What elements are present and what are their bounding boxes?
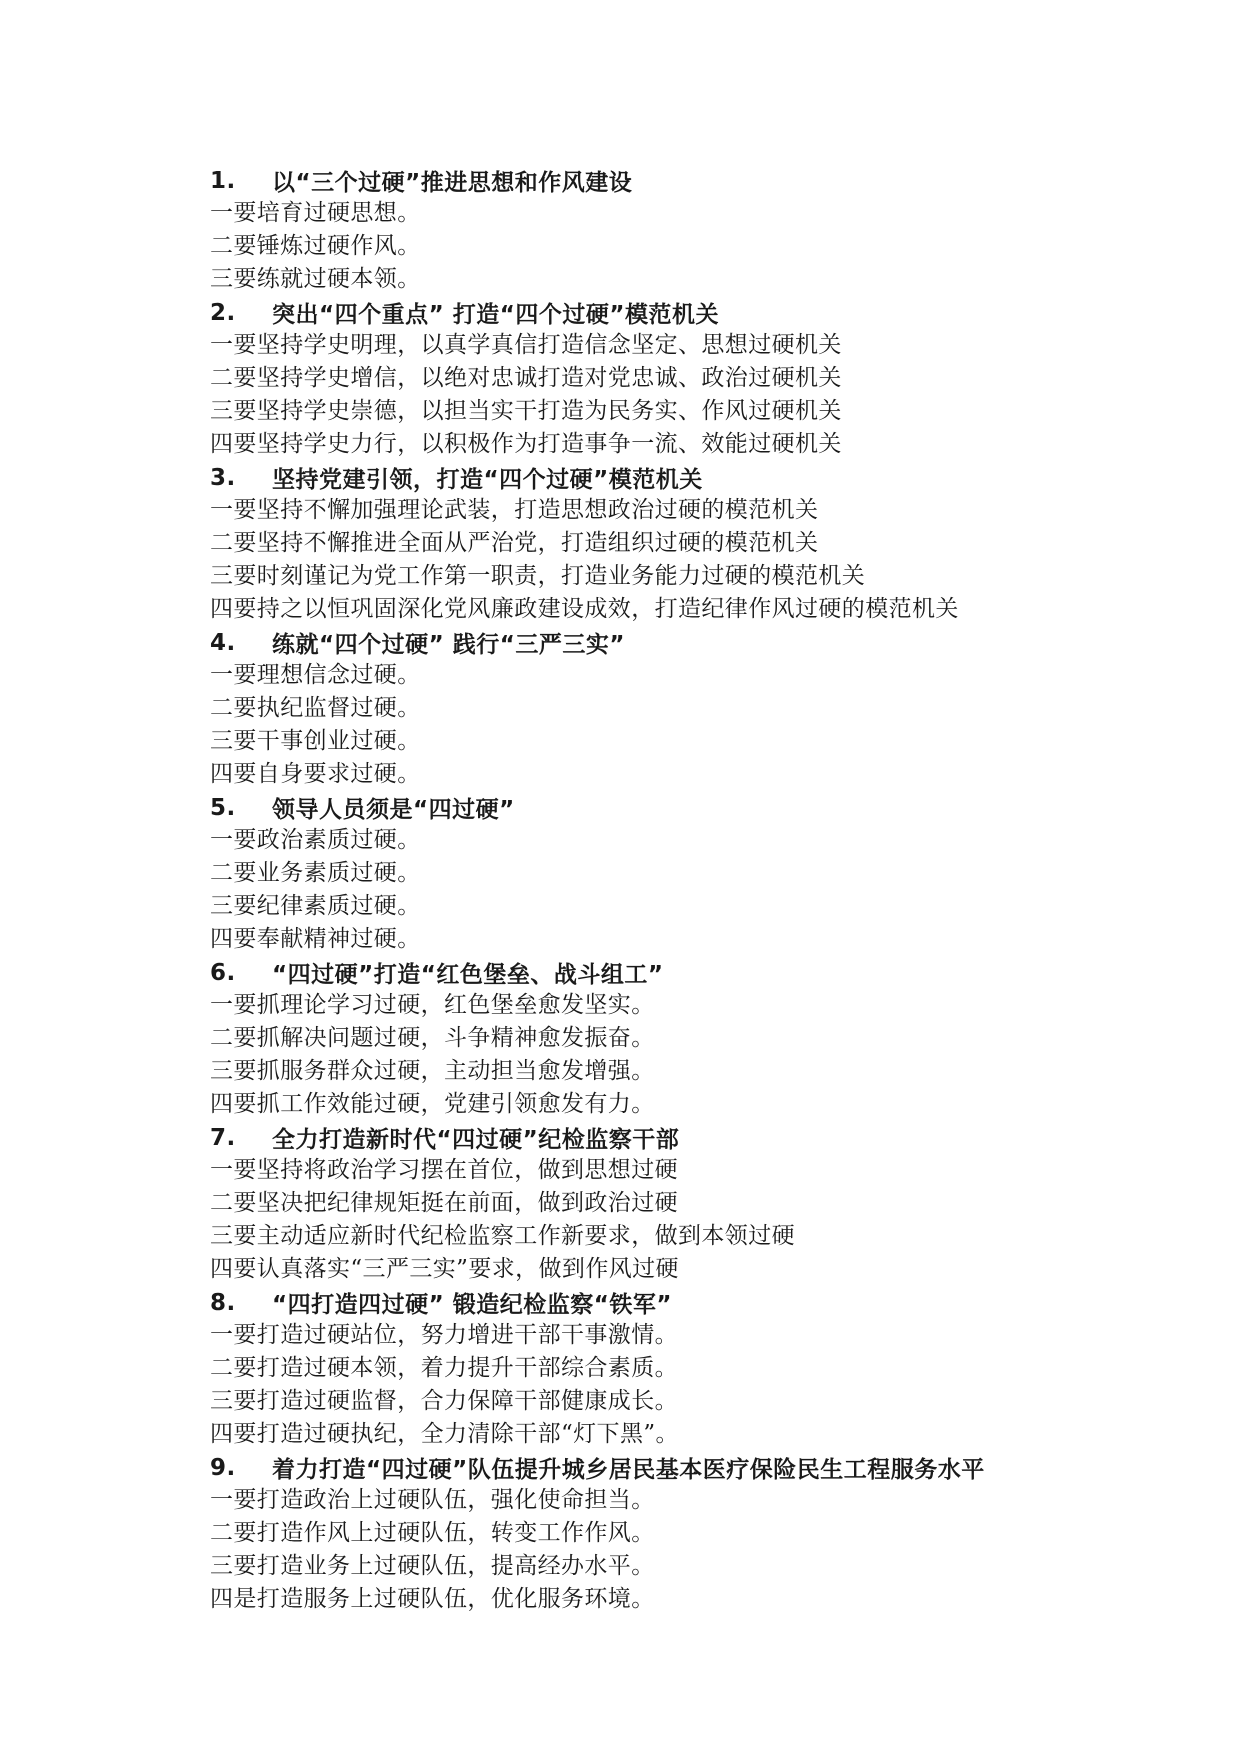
- list-item: 一要培育过硬思想。: [210, 200, 421, 226]
- list-item: 二要业务素质过硬。: [210, 860, 421, 886]
- section-number: 2.: [210, 299, 236, 326]
- section-title: 坚持党建引领，打造“四个过硬”模范机关: [272, 467, 703, 493]
- section-title: 全力打造新时代“四过硬”纪检监察干部: [272, 1127, 680, 1153]
- list-item: 四要认真落实“三严三实”要求，做到作风过硬: [210, 1256, 679, 1282]
- list-item: 三要打造业务上过硬队伍，提高经办水平。: [210, 1553, 655, 1579]
- section-heading: [210, 1286, 1110, 1319]
- section-number: 8.: [210, 1289, 236, 1316]
- section-title: 练就“四个过硬” 践行“三严三实”: [272, 632, 625, 658]
- list-item: 三要时刻谨记为党工作第一职责，打造业务能力过硬的模范机关: [210, 563, 866, 589]
- section-6: [210, 956, 1110, 1121]
- list-item: 四要抓工作效能过硬，党建引领愈发有力。: [210, 1091, 655, 1117]
- section-3: [210, 461, 1110, 626]
- section-title: 以“三个过硬”推进思想和作风建设: [272, 170, 633, 196]
- list-item: 一要抓理论学习过硬，红色堡垒愈发坚实。: [210, 992, 655, 1018]
- section-title: “四打造四过硬” 锻造纪检监察“铁军”: [272, 1292, 672, 1318]
- list-item: 二要坚持不懈推进全面从严治党，打造组织过硬的模范机关: [210, 530, 819, 556]
- section-title: 领导人员须是“四过硬”: [272, 797, 515, 823]
- list-item: 四要坚持学史力行，以积极作为打造事争一流、效能过硬机关: [210, 431, 842, 457]
- list-item: 一要坚持学史明理，以真学真信打造信念坚定、思想过硬机关: [210, 332, 842, 358]
- list-item: 二要锤炼过硬作风。: [210, 233, 421, 259]
- list-item: 一要打造过硬站位，努力增进干部干事激情。: [210, 1322, 678, 1348]
- section-1: [210, 164, 1110, 296]
- section-heading: [210, 164, 1110, 197]
- section-heading: [210, 1451, 1110, 1484]
- section-heading: [210, 296, 1110, 329]
- list-item: 一要理想信念过硬。: [210, 662, 421, 688]
- section-number: 6.: [210, 959, 236, 986]
- section-2: [210, 296, 1110, 461]
- list-item: 三要练就过硬本领。: [210, 266, 421, 292]
- section-number: 1.: [210, 167, 236, 194]
- section-5: [210, 791, 1110, 956]
- section-number: 4.: [210, 629, 236, 656]
- list-item: 三要坚持学史崇德，以担当实干打造为民务实、作风过硬机关: [210, 398, 842, 424]
- list-item: 三要主动适应新时代纪检监察工作新要求，做到本领过硬: [210, 1223, 795, 1249]
- section-number: 9.: [210, 1454, 236, 1481]
- list-item: 三要打造过硬监督，合力保障干部健康成长。: [210, 1388, 678, 1414]
- section-8: [210, 1286, 1110, 1451]
- section-number: 3.: [210, 464, 236, 491]
- section-title: 着力打造“四过硬”队伍提升城乡居民基本医疗保险民生工程服务水平: [272, 1457, 985, 1483]
- list-item: 四要奉献精神过硬。: [210, 926, 421, 952]
- list-item: 一要坚持不懈加强理论武装，打造思想政治过硬的模范机关: [210, 497, 819, 523]
- list-item: 二要坚决把纪律规矩挺在前面，做到政治过硬: [210, 1190, 678, 1216]
- list-item: 四是打造服务上过硬队伍，优化服务环境。: [210, 1586, 655, 1612]
- section-heading: [210, 956, 1110, 989]
- list-item: 四要持之以恒巩固深化党风廉政建设成效，打造纪律作风过硬的模范机关: [210, 596, 959, 622]
- list-item: 四要自身要求过硬。: [210, 761, 421, 787]
- list-item: 三要抓服务群众过硬，主动担当愈发增强。: [210, 1058, 655, 1084]
- section-4: [210, 626, 1110, 791]
- list-item: 二要执纪监督过硬。: [210, 695, 421, 721]
- list-item: 四要打造过硬执纪，全力清除干部“灯下黑”。: [210, 1421, 679, 1447]
- section-number: 7.: [210, 1124, 236, 1151]
- list-item: 二要坚持学史增信，以绝对忠诚打造对党忠诚、政治过硬机关: [210, 365, 842, 391]
- list-item: 三要干事创业过硬。: [210, 728, 421, 754]
- section-title: “四过硬”打造“红色堡垒、战斗组工”: [272, 962, 664, 988]
- list-item: 二要抓解决问题过硬，斗争精神愈发振奋。: [210, 1025, 655, 1051]
- list-item: 三要纪律素质过硬。: [210, 893, 421, 919]
- section-heading: [210, 626, 1110, 659]
- document-page: [210, 164, 1110, 1616]
- section-7: [210, 1121, 1110, 1286]
- section-number: 5.: [210, 794, 236, 821]
- list-item: 一要打造政治上过硬队伍，强化使命担当。: [210, 1487, 655, 1513]
- list-item: 一要坚持将政治学习摆在首位，做到思想过硬: [210, 1157, 678, 1183]
- section-heading: [210, 1121, 1110, 1154]
- section-heading: [210, 461, 1110, 494]
- section-title: 突出“四个重点” 打造“四个过硬”模范机关: [272, 302, 719, 328]
- list-item: 二要打造作风上过硬队伍，转变工作作风。: [210, 1520, 655, 1546]
- section-heading: [210, 791, 1110, 824]
- list-item: 二要打造过硬本领，着力提升干部综合素质。: [210, 1355, 678, 1381]
- section-9: [210, 1451, 1110, 1616]
- list-item: 一要政治素质过硬。: [210, 827, 421, 853]
